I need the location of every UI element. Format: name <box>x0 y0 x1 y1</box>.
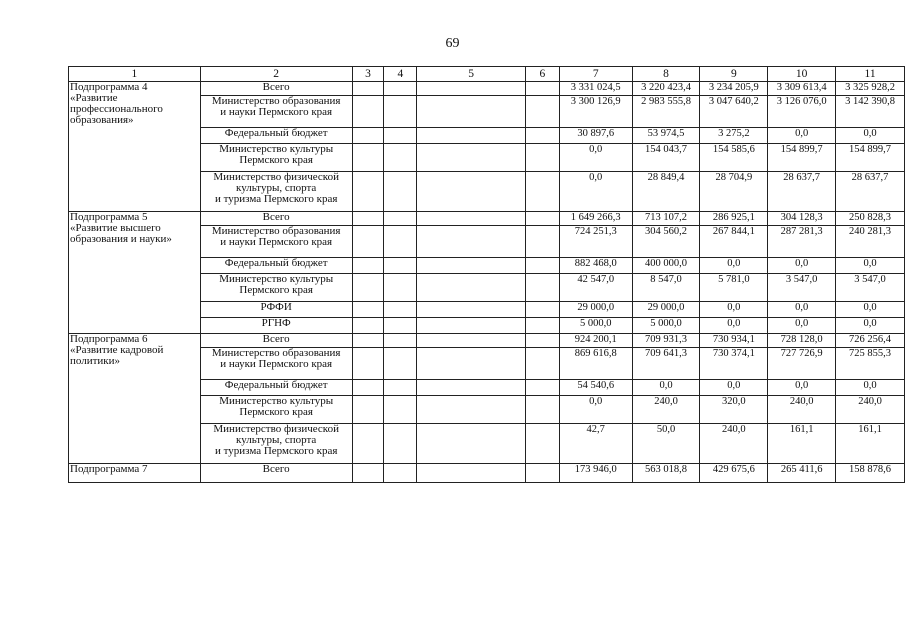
empty-cell <box>525 464 559 483</box>
amount-cell: 724 251,3 <box>559 226 632 258</box>
amount-cell: 42 547,0 <box>559 274 632 302</box>
amount-cell: 3 300 126,9 <box>559 96 632 128</box>
amount-cell: 0,0 <box>836 302 905 318</box>
funding-source: РФФИ <box>200 302 352 318</box>
table-body <box>69 67 905 483</box>
amount-cell: 3 126 076,0 <box>768 96 836 128</box>
amount-cell: 154 585,6 <box>700 144 768 172</box>
empty-cell <box>352 348 384 380</box>
amount-cell: 3 142 390,8 <box>836 96 905 128</box>
funding-source: Федеральный бюджет <box>200 380 352 396</box>
empty-cell <box>384 96 417 128</box>
funding-source: Всего <box>200 464 352 483</box>
amount-cell: 5 000,0 <box>559 318 632 334</box>
column-header: 9 <box>700 67 768 82</box>
empty-cell <box>417 424 526 464</box>
empty-cell <box>525 274 559 302</box>
amount-cell: 728 128,0 <box>768 334 836 348</box>
amount-cell: 0,0 <box>836 258 905 274</box>
empty-cell <box>352 380 384 396</box>
amount-cell: 240,0 <box>632 396 700 424</box>
funding-source: Министерство культуры Пермского края <box>200 144 352 172</box>
amount-cell: 3 325 928,2 <box>836 82 905 96</box>
empty-cell <box>352 274 384 302</box>
amount-cell: 3 309 613,4 <box>768 82 836 96</box>
amount-cell: 320,0 <box>700 396 768 424</box>
funding-source: Всего <box>200 334 352 348</box>
amount-cell: 869 616,8 <box>559 348 632 380</box>
empty-cell <box>384 302 417 318</box>
funding-source: РГНФ <box>200 318 352 334</box>
empty-cell <box>417 380 526 396</box>
amount-cell: 3 331 024,5 <box>559 82 632 96</box>
empty-cell <box>417 464 526 483</box>
amount-cell: 924 200,1 <box>559 334 632 348</box>
amount-cell: 0,0 <box>700 318 768 334</box>
empty-cell <box>352 128 384 144</box>
amount-cell: 29 000,0 <box>632 302 700 318</box>
amount-cell: 2 983 555,8 <box>632 96 700 128</box>
empty-cell <box>417 396 526 424</box>
empty-cell <box>525 96 559 128</box>
amount-cell: 400 000,0 <box>632 258 700 274</box>
table-row <box>69 82 905 96</box>
budget-table <box>68 66 905 483</box>
subprogram-name: Подпрограмма 7 <box>69 464 201 483</box>
funding-source: Федеральный бюджет <box>200 128 352 144</box>
amount-cell: 28 849,4 <box>632 172 700 212</box>
amount-cell: 0,0 <box>836 128 905 144</box>
empty-cell <box>352 82 384 96</box>
column-header: 1 <box>69 67 201 82</box>
column-header: 4 <box>384 67 417 82</box>
amount-cell: 54 540,6 <box>559 380 632 396</box>
amount-cell: 0,0 <box>836 380 905 396</box>
empty-cell <box>417 302 526 318</box>
funding-source: Всего <box>200 212 352 226</box>
amount-cell: 265 411,6 <box>768 464 836 483</box>
amount-cell: 709 931,3 <box>632 334 700 348</box>
amount-cell: 563 018,8 <box>632 464 700 483</box>
empty-cell <box>417 318 526 334</box>
empty-cell <box>417 226 526 258</box>
empty-cell <box>384 396 417 424</box>
amount-cell: 250 828,3 <box>836 212 905 226</box>
amount-cell: 0,0 <box>768 258 836 274</box>
empty-cell <box>352 464 384 483</box>
empty-cell <box>384 212 417 226</box>
amount-cell: 240,0 <box>836 396 905 424</box>
table-row <box>69 334 905 348</box>
amount-cell: 161,1 <box>836 424 905 464</box>
column-header: 3 <box>352 67 384 82</box>
empty-cell <box>417 274 526 302</box>
funding-source: Министерство физической культуры, спорта и туризма Пермского края <box>200 172 352 212</box>
empty-cell <box>352 334 384 348</box>
amount-cell: 5 781,0 <box>700 274 768 302</box>
empty-cell <box>417 144 526 172</box>
amount-cell: 713 107,2 <box>632 212 700 226</box>
amount-cell: 727 726,9 <box>768 348 836 380</box>
funding-source: Министерство образования и науки Пермского края <box>200 226 352 258</box>
amount-cell: 154 899,7 <box>836 144 905 172</box>
empty-cell <box>352 258 384 274</box>
empty-cell <box>417 334 526 348</box>
amount-cell: 28 637,7 <box>768 172 836 212</box>
amount-cell: 267 844,1 <box>700 226 768 258</box>
empty-cell <box>352 302 384 318</box>
empty-cell <box>417 128 526 144</box>
amount-cell: 8 547,0 <box>632 274 700 302</box>
amount-cell: 0,0 <box>768 128 836 144</box>
subprogram-name: Подпрограмма 5 «Развитие высшего образования и науки» <box>69 212 201 334</box>
empty-cell <box>384 348 417 380</box>
table-row <box>69 212 905 226</box>
amount-cell: 154 899,7 <box>768 144 836 172</box>
empty-cell <box>525 396 559 424</box>
amount-cell: 5 000,0 <box>632 318 700 334</box>
funding-source: Министерство культуры Пермского края <box>200 274 352 302</box>
funding-source: Министерство образования и науки Пермского края <box>200 96 352 128</box>
column-header: 8 <box>632 67 700 82</box>
empty-cell <box>352 318 384 334</box>
empty-cell <box>525 302 559 318</box>
amount-cell: 0,0 <box>768 318 836 334</box>
amount-cell: 3 047 640,2 <box>700 96 768 128</box>
amount-cell: 0,0 <box>700 380 768 396</box>
empty-cell <box>352 212 384 226</box>
empty-cell <box>525 380 559 396</box>
header-row <box>69 67 905 82</box>
empty-cell <box>417 96 526 128</box>
amount-cell: 3 547,0 <box>836 274 905 302</box>
empty-cell <box>384 172 417 212</box>
amount-cell: 709 641,3 <box>632 348 700 380</box>
empty-cell <box>525 212 559 226</box>
empty-cell <box>384 424 417 464</box>
amount-cell: 158 878,6 <box>836 464 905 483</box>
amount-cell: 304 128,3 <box>768 212 836 226</box>
funding-source: Министерство культуры Пермского края <box>200 396 352 424</box>
amount-cell: 240 281,3 <box>836 226 905 258</box>
empty-cell <box>384 318 417 334</box>
amount-cell: 42,7 <box>559 424 632 464</box>
amount-cell: 3 234 205,9 <box>700 82 768 96</box>
amount-cell: 28 637,7 <box>836 172 905 212</box>
column-header: 6 <box>525 67 559 82</box>
column-header: 11 <box>836 67 905 82</box>
table-row <box>69 464 905 483</box>
empty-cell <box>384 464 417 483</box>
amount-cell: 882 468,0 <box>559 258 632 274</box>
funding-source: Министерство образования и науки Пермского края <box>200 348 352 380</box>
amount-cell: 3 275,2 <box>700 128 768 144</box>
amount-cell: 0,0 <box>700 302 768 318</box>
empty-cell <box>384 82 417 96</box>
empty-cell <box>384 258 417 274</box>
empty-cell <box>525 258 559 274</box>
amount-cell: 53 974,5 <box>632 128 700 144</box>
amount-cell: 50,0 <box>632 424 700 464</box>
empty-cell <box>417 172 526 212</box>
empty-cell <box>352 396 384 424</box>
amount-cell: 0,0 <box>768 380 836 396</box>
empty-cell <box>525 424 559 464</box>
column-header: 10 <box>768 67 836 82</box>
empty-cell <box>525 172 559 212</box>
amount-cell: 726 256,4 <box>836 334 905 348</box>
amount-cell: 0,0 <box>632 380 700 396</box>
amount-cell: 0,0 <box>768 302 836 318</box>
empty-cell <box>417 348 526 380</box>
amount-cell: 161,1 <box>768 424 836 464</box>
amount-cell: 730 374,1 <box>700 348 768 380</box>
empty-cell <box>525 226 559 258</box>
subprogram-name: Подпрограмма 4 «Развитие профессионального образования» <box>69 82 201 212</box>
amount-cell: 0,0 <box>559 396 632 424</box>
amount-cell: 0,0 <box>559 172 632 212</box>
empty-cell <box>525 82 559 96</box>
empty-cell <box>417 212 526 226</box>
empty-cell <box>525 144 559 172</box>
amount-cell: 28 704,9 <box>700 172 768 212</box>
empty-cell <box>352 226 384 258</box>
amount-cell: 173 946,0 <box>559 464 632 483</box>
funding-source: Федеральный бюджет <box>200 258 352 274</box>
column-header: 5 <box>417 67 526 82</box>
empty-cell <box>525 334 559 348</box>
empty-cell <box>352 144 384 172</box>
amount-cell: 240,0 <box>700 424 768 464</box>
empty-cell <box>352 172 384 212</box>
amount-cell: 29 000,0 <box>559 302 632 318</box>
column-header: 7 <box>559 67 632 82</box>
amount-cell: 0,0 <box>700 258 768 274</box>
amount-cell: 286 925,1 <box>700 212 768 226</box>
funding-source: Всего <box>200 82 352 96</box>
subprogram-name: Подпрограмма 6 «Развитие кадровой политики» <box>69 334 201 464</box>
empty-cell <box>417 258 526 274</box>
amount-cell: 287 281,3 <box>768 226 836 258</box>
page-number: 69 <box>445 36 460 51</box>
empty-cell <box>417 82 526 96</box>
amount-cell: 304 560,2 <box>632 226 700 258</box>
column-header: 2 <box>200 67 352 82</box>
amount-cell: 0,0 <box>836 318 905 334</box>
amount-cell: 429 675,6 <box>700 464 768 483</box>
empty-cell <box>384 226 417 258</box>
empty-cell <box>384 380 417 396</box>
amount-cell: 30 897,6 <box>559 128 632 144</box>
amount-cell: 240,0 <box>768 396 836 424</box>
empty-cell <box>525 128 559 144</box>
amount-cell: 725 855,3 <box>836 348 905 380</box>
amount-cell: 3 547,0 <box>768 274 836 302</box>
empty-cell <box>384 274 417 302</box>
empty-cell <box>384 144 417 172</box>
amount-cell: 730 934,1 <box>700 334 768 348</box>
empty-cell <box>525 348 559 380</box>
amount-cell: 1 649 266,3 <box>559 212 632 226</box>
amount-cell: 0,0 <box>559 144 632 172</box>
amount-cell: 3 220 423,4 <box>632 82 700 96</box>
empty-cell <box>384 128 417 144</box>
empty-cell <box>352 96 384 128</box>
empty-cell <box>525 318 559 334</box>
amount-cell: 154 043,7 <box>632 144 700 172</box>
empty-cell <box>384 334 417 348</box>
funding-source: Министерство физической культуры, спорта и туризма Пермского края <box>200 424 352 464</box>
empty-cell <box>352 424 384 464</box>
